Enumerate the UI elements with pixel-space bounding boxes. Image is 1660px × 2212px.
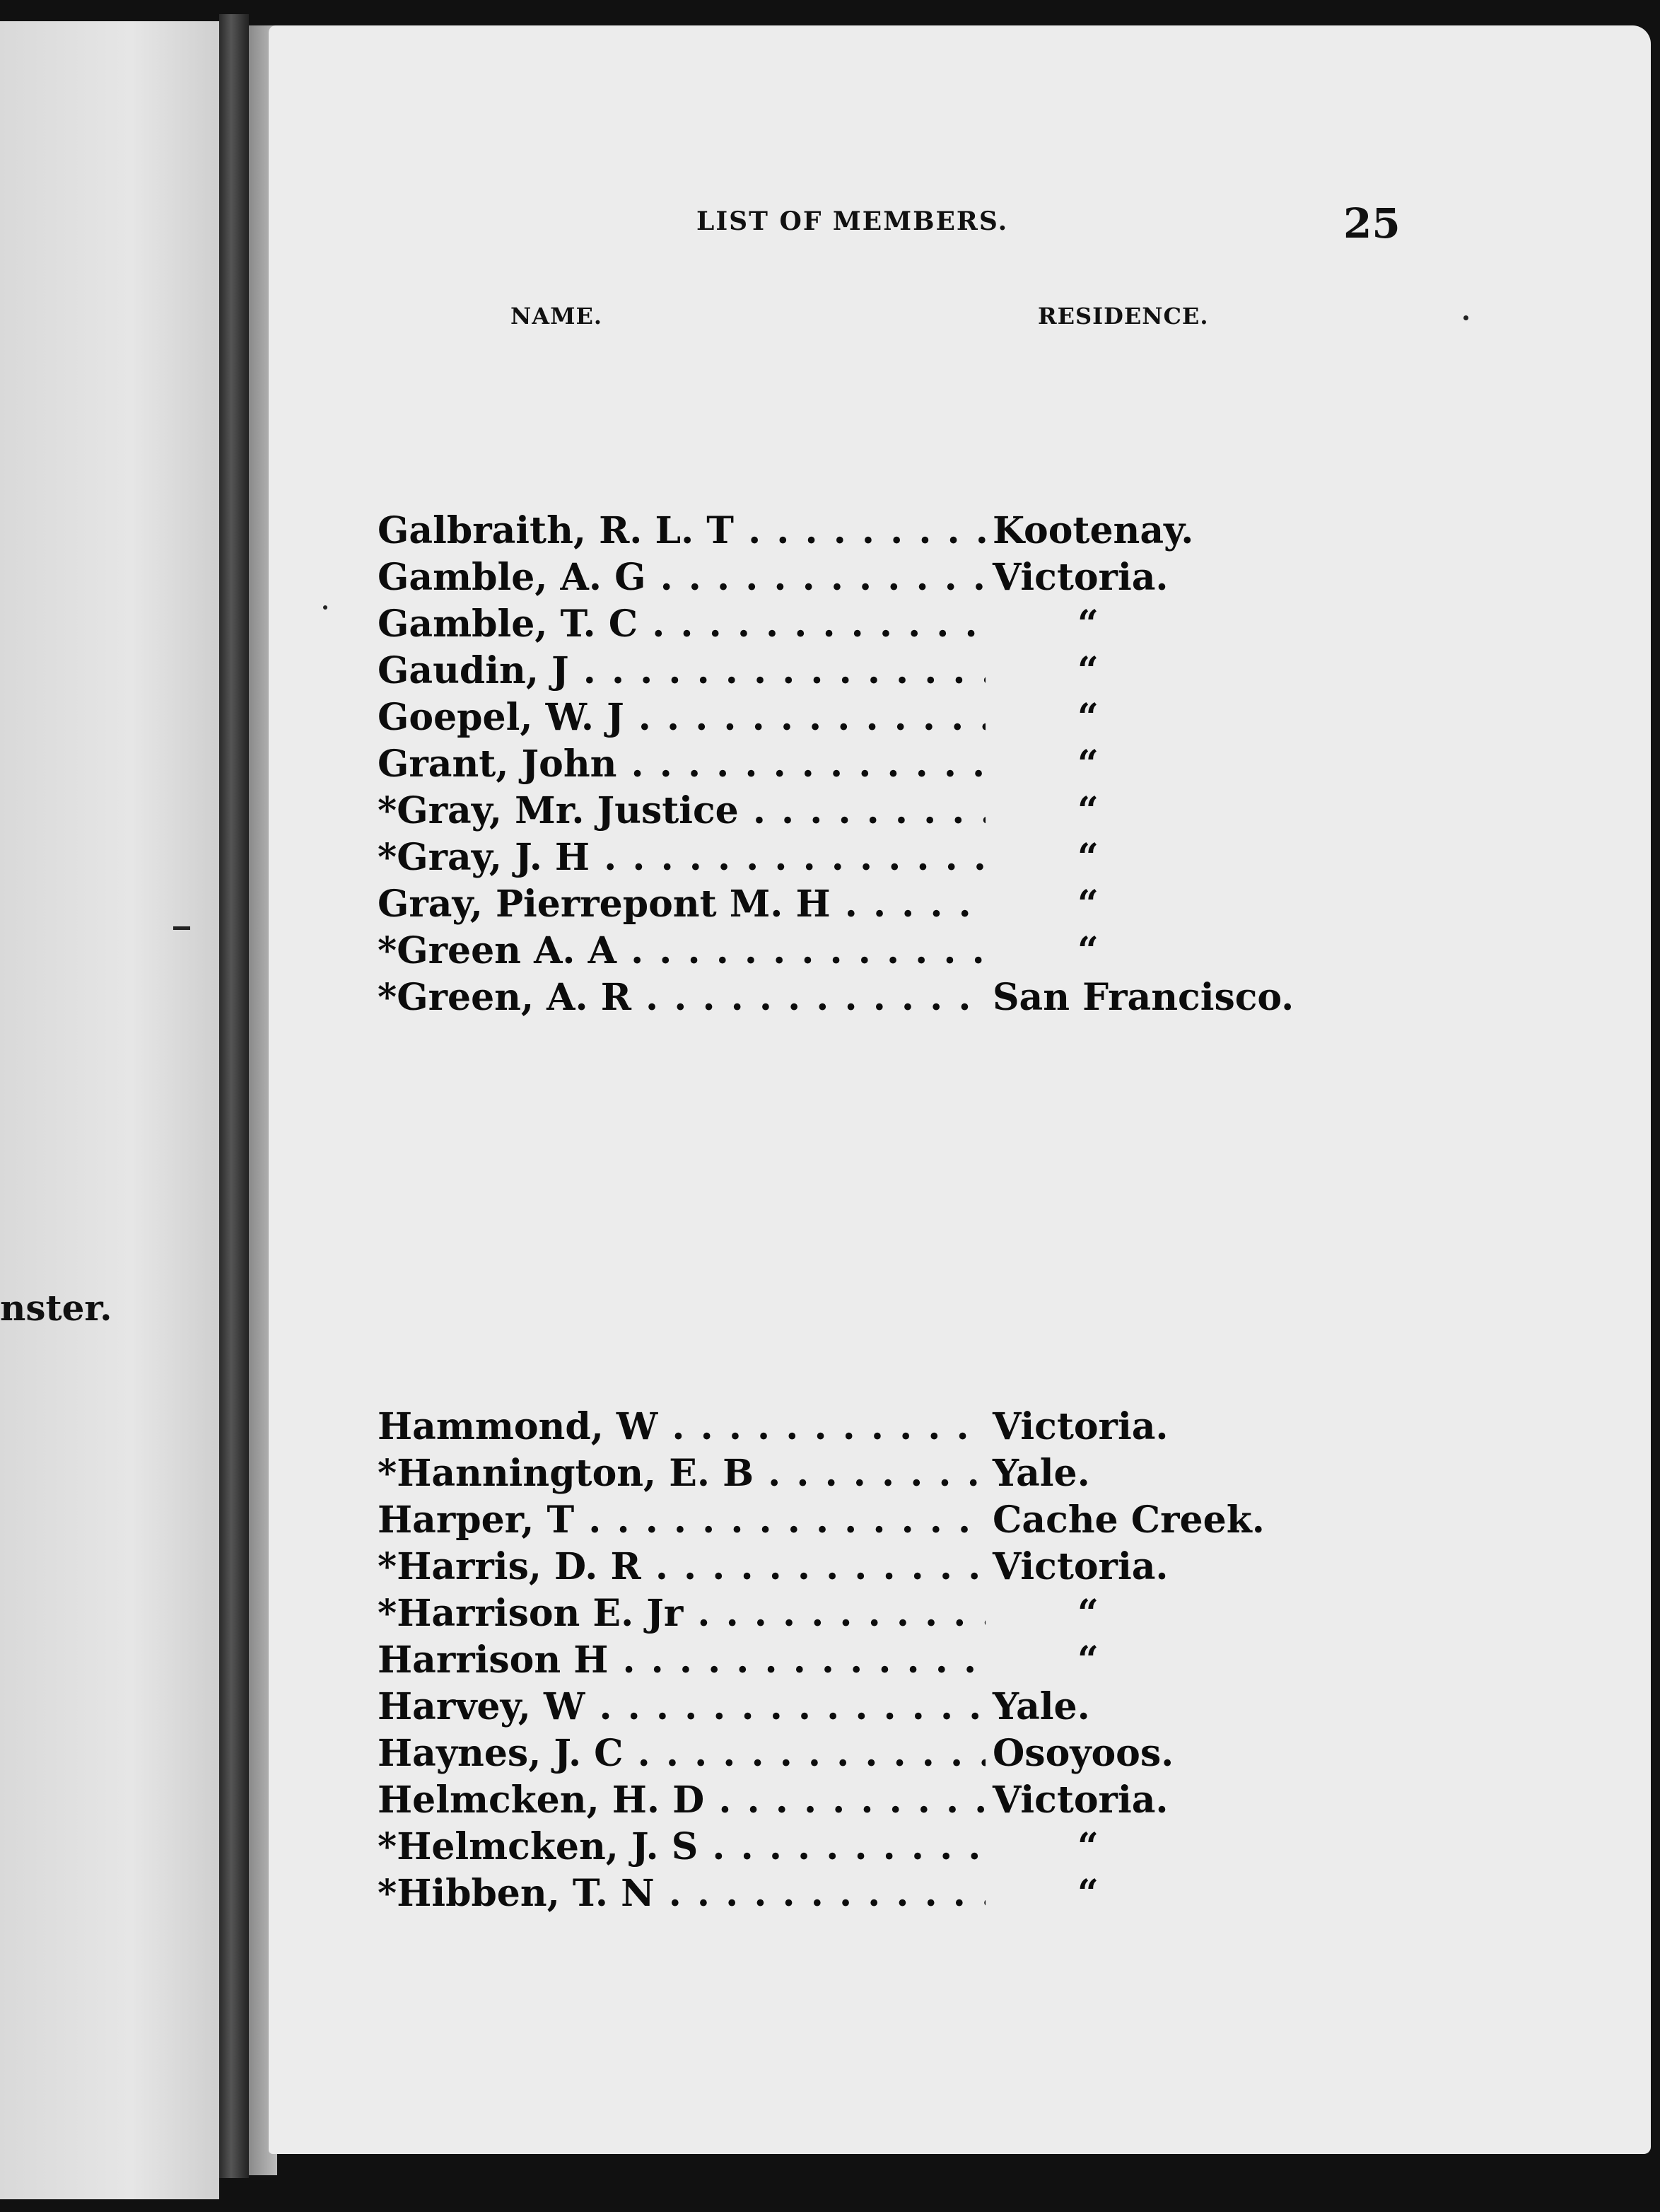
member-list-h [378,1404,1339,1917]
member-row [378,694,1339,741]
member-row [378,1590,1339,1637]
member-residence: Cache Creek. [993,1498,1265,1542]
left-page [0,21,219,2199]
member-residence: “ [1077,696,1099,739]
column-header-residence: RESIDENCE. [1038,303,1209,330]
member-row [378,508,1339,554]
member-residence: “ [1077,649,1099,692]
member-residence: “ [1077,743,1099,786]
member-residence: Yale. [993,1452,1090,1495]
member-name: Hammond, W . . . [378,1404,986,1450]
member-name: Gaudin, J . . . [378,648,986,694]
member-name: Harper, T . . . [378,1497,986,1544]
member-row [378,1497,1339,1544]
member-row [378,1730,1339,1777]
member-residence: “ [1077,929,1099,972]
member-residence: “ [1077,1592,1099,1635]
member-residence: “ [1077,603,1099,646]
member-row [378,554,1339,601]
member-row [378,1824,1339,1870]
member-row [378,1637,1339,1684]
member-residence: “ [1077,1825,1099,1868]
column-header-name: NAME. [510,303,603,330]
page-number: 25 [1343,199,1401,248]
book-spine [219,14,249,2178]
member-residence: Yale. [993,1685,1090,1728]
member-row [378,601,1339,648]
member-name: Gamble, T. C . . . [378,601,986,648]
member-list-g [378,508,1339,1021]
member-residence: Osoyoos. [993,1732,1174,1775]
member-name: *Gray, Mr. Justice . . . [378,788,986,834]
member-name: *Hannington, E. B . . . [378,1450,986,1497]
ink-speck [323,605,327,610]
member-residence: Victoria. [993,1545,1169,1588]
member-residence: “ [1077,1872,1099,1915]
member-name: *Harris, D. R . . . [378,1544,986,1590]
member-residence: “ [1077,836,1099,879]
member-residence: “ [1077,789,1099,832]
member-name: Helmcken, H. D . . . [378,1777,986,1824]
member-name: *Green A. A . . . [378,928,986,974]
member-residence: “ [1077,883,1099,926]
member-residence: Victoria. [993,1405,1169,1448]
member-residence: Kootenay. [993,509,1194,552]
member-row [378,1777,1339,1824]
member-residence: San Francisco. [993,976,1294,1019]
member-row [378,1544,1339,1590]
member-name: Haynes, J. C . . . [378,1730,986,1777]
member-name: Grant, John . . . [378,741,986,788]
member-row [378,648,1339,694]
running-head: LIST OF MEMBERS. [696,206,1009,236]
left-page-dash [173,926,190,930]
left-page-text-fragment: nster. [0,1287,112,1329]
member-name: Gray, Pierrepont M. H . . . [378,881,986,928]
member-row [378,741,1339,788]
member-row [378,1870,1339,1917]
member-name: *Gray, J. H . . . [378,834,986,881]
member-row [378,1450,1339,1497]
member-name: *Hibben, T. N . . . [378,1870,986,1917]
member-row [378,1684,1339,1730]
member-name: Gamble, A. G . . . [378,554,986,601]
member-row [378,974,1339,1021]
member-row [378,834,1339,881]
member-row [378,788,1339,834]
member-residence: Victoria. [993,556,1169,599]
member-name: *Helmcken, J. S . . . [378,1824,986,1870]
member-residence: Victoria. [993,1779,1169,1822]
ink-speck [1463,315,1468,320]
member-name: *Harrison E. Jr . . . [378,1590,986,1637]
member-name: Galbraith, R. L. T . . . [378,508,986,554]
member-residence: “ [1077,1638,1099,1682]
member-row [378,928,1339,974]
member-name: Harrison H . . . [378,1637,986,1684]
member-row [378,1404,1339,1450]
member-name: Goepel, W. J . . . [378,694,986,741]
member-row [378,881,1339,928]
member-name: Harvey, W . . . [378,1684,986,1730]
member-name: *Green, A. R . . . [378,974,986,1021]
